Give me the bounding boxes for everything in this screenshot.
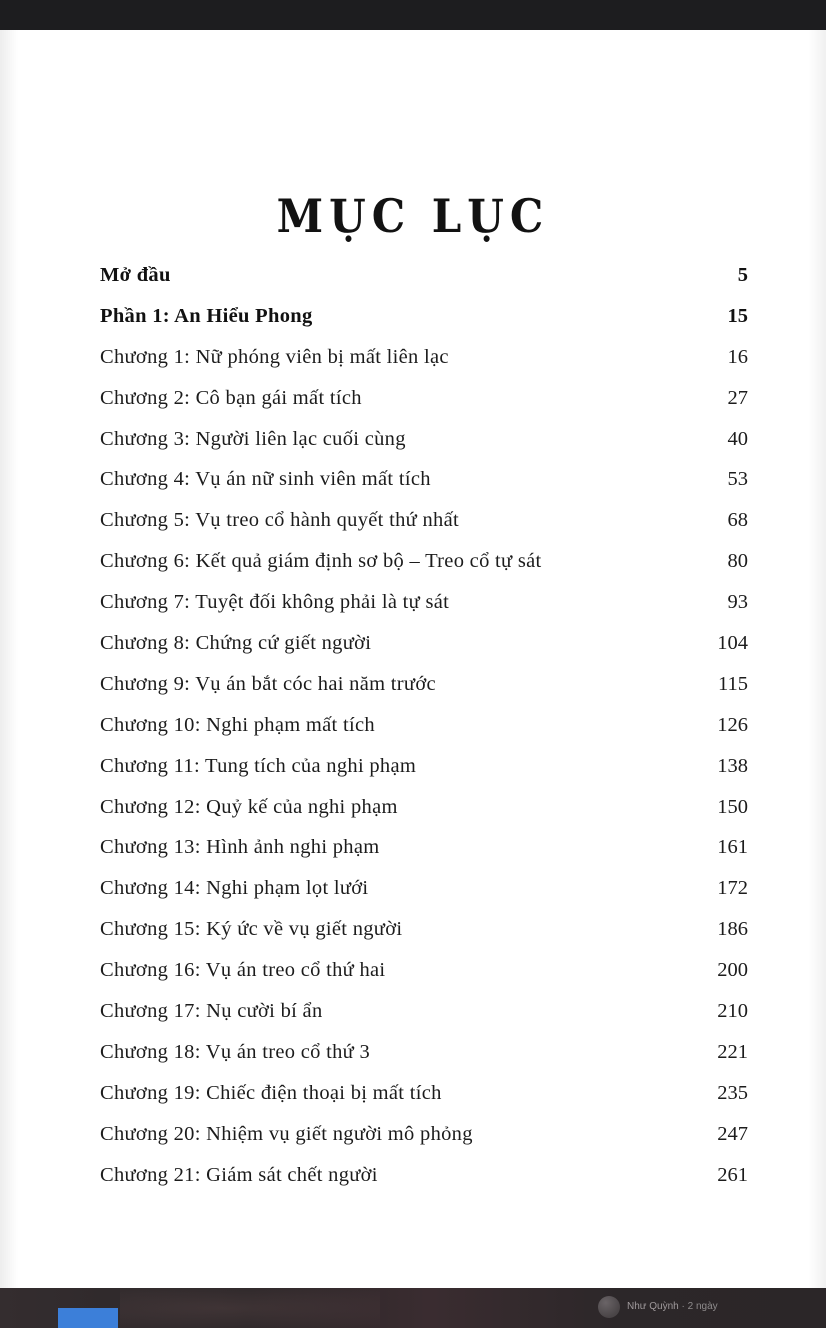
toc-entry-page: 126: [717, 713, 748, 736]
toc-entry-label: Chương 6: Kết quả giám định sơ bộ – Treo cổ tự sát: [100, 550, 542, 573]
toc-row: [100, 632, 748, 673]
overlay-user-name: Như Quỳnh: [627, 1301, 679, 1312]
toc-entry-page: 80: [727, 550, 748, 573]
toc-entry-page: 5: [737, 264, 748, 286]
toc-entry-page: 68: [727, 509, 748, 532]
toc-entry-label: Chương 11: Tung tích của nghi phạm: [100, 754, 417, 777]
toc-row: [100, 755, 748, 796]
toc-row: [100, 959, 748, 1000]
toc-entry-label: Phần 1: An Hiểu Phong: [100, 304, 313, 327]
toc-entry-label: Chương 2: Cô bạn gái mất tích: [100, 386, 362, 409]
toc-row: [100, 305, 748, 346]
toc-entry-label: Chương 7: Tuyệt đối không phải là tự sát: [100, 591, 450, 614]
toc-row: [100, 550, 748, 591]
toc-entry-label: Chương 20: Nhiệm vụ giết người mô phỏng: [100, 1122, 473, 1145]
toc-row: [100, 468, 748, 509]
toc-entry-page: 247: [717, 1122, 748, 1145]
toc-entry-label: Chương 19: Chiếc điện thoại bị mất tích: [100, 1081, 442, 1104]
toc-entry-page: 161: [717, 836, 748, 859]
page-title: MỤC LỤC: [276, 190, 550, 243]
toc-entry-label: Chương 12: Quỷ kế của nghi phạm: [100, 795, 398, 818]
toc-row: [100, 591, 748, 632]
toc-row: [100, 836, 748, 877]
blurred-content-tint: [120, 1288, 380, 1328]
toc-row: [100, 428, 748, 469]
toc-entry-page: 172: [717, 877, 748, 900]
avatar[interactable]: [598, 1296, 620, 1318]
toc-entry-label: Chương 13: Hình ảnh nghi phạm: [100, 836, 380, 859]
toc-entry-label: Chương 21: Giám sát chết người: [100, 1163, 378, 1186]
overlay-user-chip[interactable]: [598, 1296, 718, 1318]
bottom-overlay-bar: [0, 1288, 826, 1328]
toc-row: [100, 509, 748, 550]
toc-row: [100, 1164, 748, 1205]
toc-row: [100, 1041, 748, 1082]
toc-entry-label: Chương 3: Người liên lạc cuối cùng: [100, 427, 406, 450]
progress-bar-segment[interactable]: [58, 1308, 118, 1328]
toc-row: [100, 264, 748, 305]
toc-entry-label: Chương 17: Nụ cười bí ẩn: [100, 1000, 323, 1023]
toc-entry-page: 210: [717, 1000, 748, 1023]
toc-row: [100, 1123, 748, 1164]
toc-entry-label: Chương 5: Vụ treo cổ hành quyết thứ nhất: [100, 509, 459, 532]
toc-entry-label: Chương 1: Nữ phóng viên bị mất liên lạc: [100, 345, 449, 368]
toc-entry-label: Chương 15: Ký ức về vụ giết người: [100, 918, 403, 941]
toc-row: [100, 673, 748, 714]
toc-row: [100, 346, 748, 387]
toc-row: [100, 1082, 748, 1123]
toc-row: [100, 1000, 748, 1041]
toc-entry-page: 200: [717, 959, 748, 982]
toc-entry-page: 104: [717, 632, 748, 655]
toc-entry-page: 93: [727, 591, 748, 614]
toc-row: [100, 796, 748, 837]
toc-entry-page: 16: [727, 345, 748, 368]
toc-entry-page: 186: [717, 918, 748, 941]
toc-entry-label: Chương 16: Vụ án treo cổ thứ hai: [100, 959, 386, 982]
toc-entry-label: Chương 9: Vụ án bắt cóc hai năm trước: [100, 672, 436, 695]
toc-entry-page: 235: [717, 1081, 748, 1104]
toc-row: [100, 877, 748, 918]
toc-entry-page: 40: [727, 427, 748, 450]
toc-entry-page: 138: [717, 754, 748, 777]
toc-entry-label: Chương 10: Nghi phạm mất tích: [100, 713, 375, 736]
top-app-bar: [0, 0, 826, 30]
toc-entry-page: 221: [717, 1040, 748, 1063]
toc-entry-page: 15: [727, 304, 748, 327]
toc-entry-label: Chương 18: Vụ án treo cổ thứ 3: [100, 1040, 371, 1063]
toc-entry-label: Chương 14: Nghi phạm lọt lưới: [100, 877, 369, 900]
toc-entry-page: 27: [727, 386, 748, 409]
toc-entry-page: 115: [718, 672, 748, 695]
toc-row: [100, 918, 748, 959]
toc-entry-label: Chương 8: Chứng cứ giết người: [100, 632, 372, 655]
toc-entry-page: 261: [717, 1163, 748, 1186]
toc-entry-label: Mở đầu: [100, 264, 171, 286]
toc-entry-page: 53: [727, 468, 748, 491]
toc-entry-label: Chương 4: Vụ án nữ sinh viên mất tích: [100, 468, 431, 491]
overlay-user-text: [627, 1301, 718, 1313]
toc-list: [100, 264, 748, 1204]
toc-row: [100, 387, 748, 428]
toc-entry-page: 150: [717, 795, 748, 818]
overlay-user-meta: · 2 ngày: [681, 1301, 718, 1312]
toc-row: [100, 714, 748, 755]
